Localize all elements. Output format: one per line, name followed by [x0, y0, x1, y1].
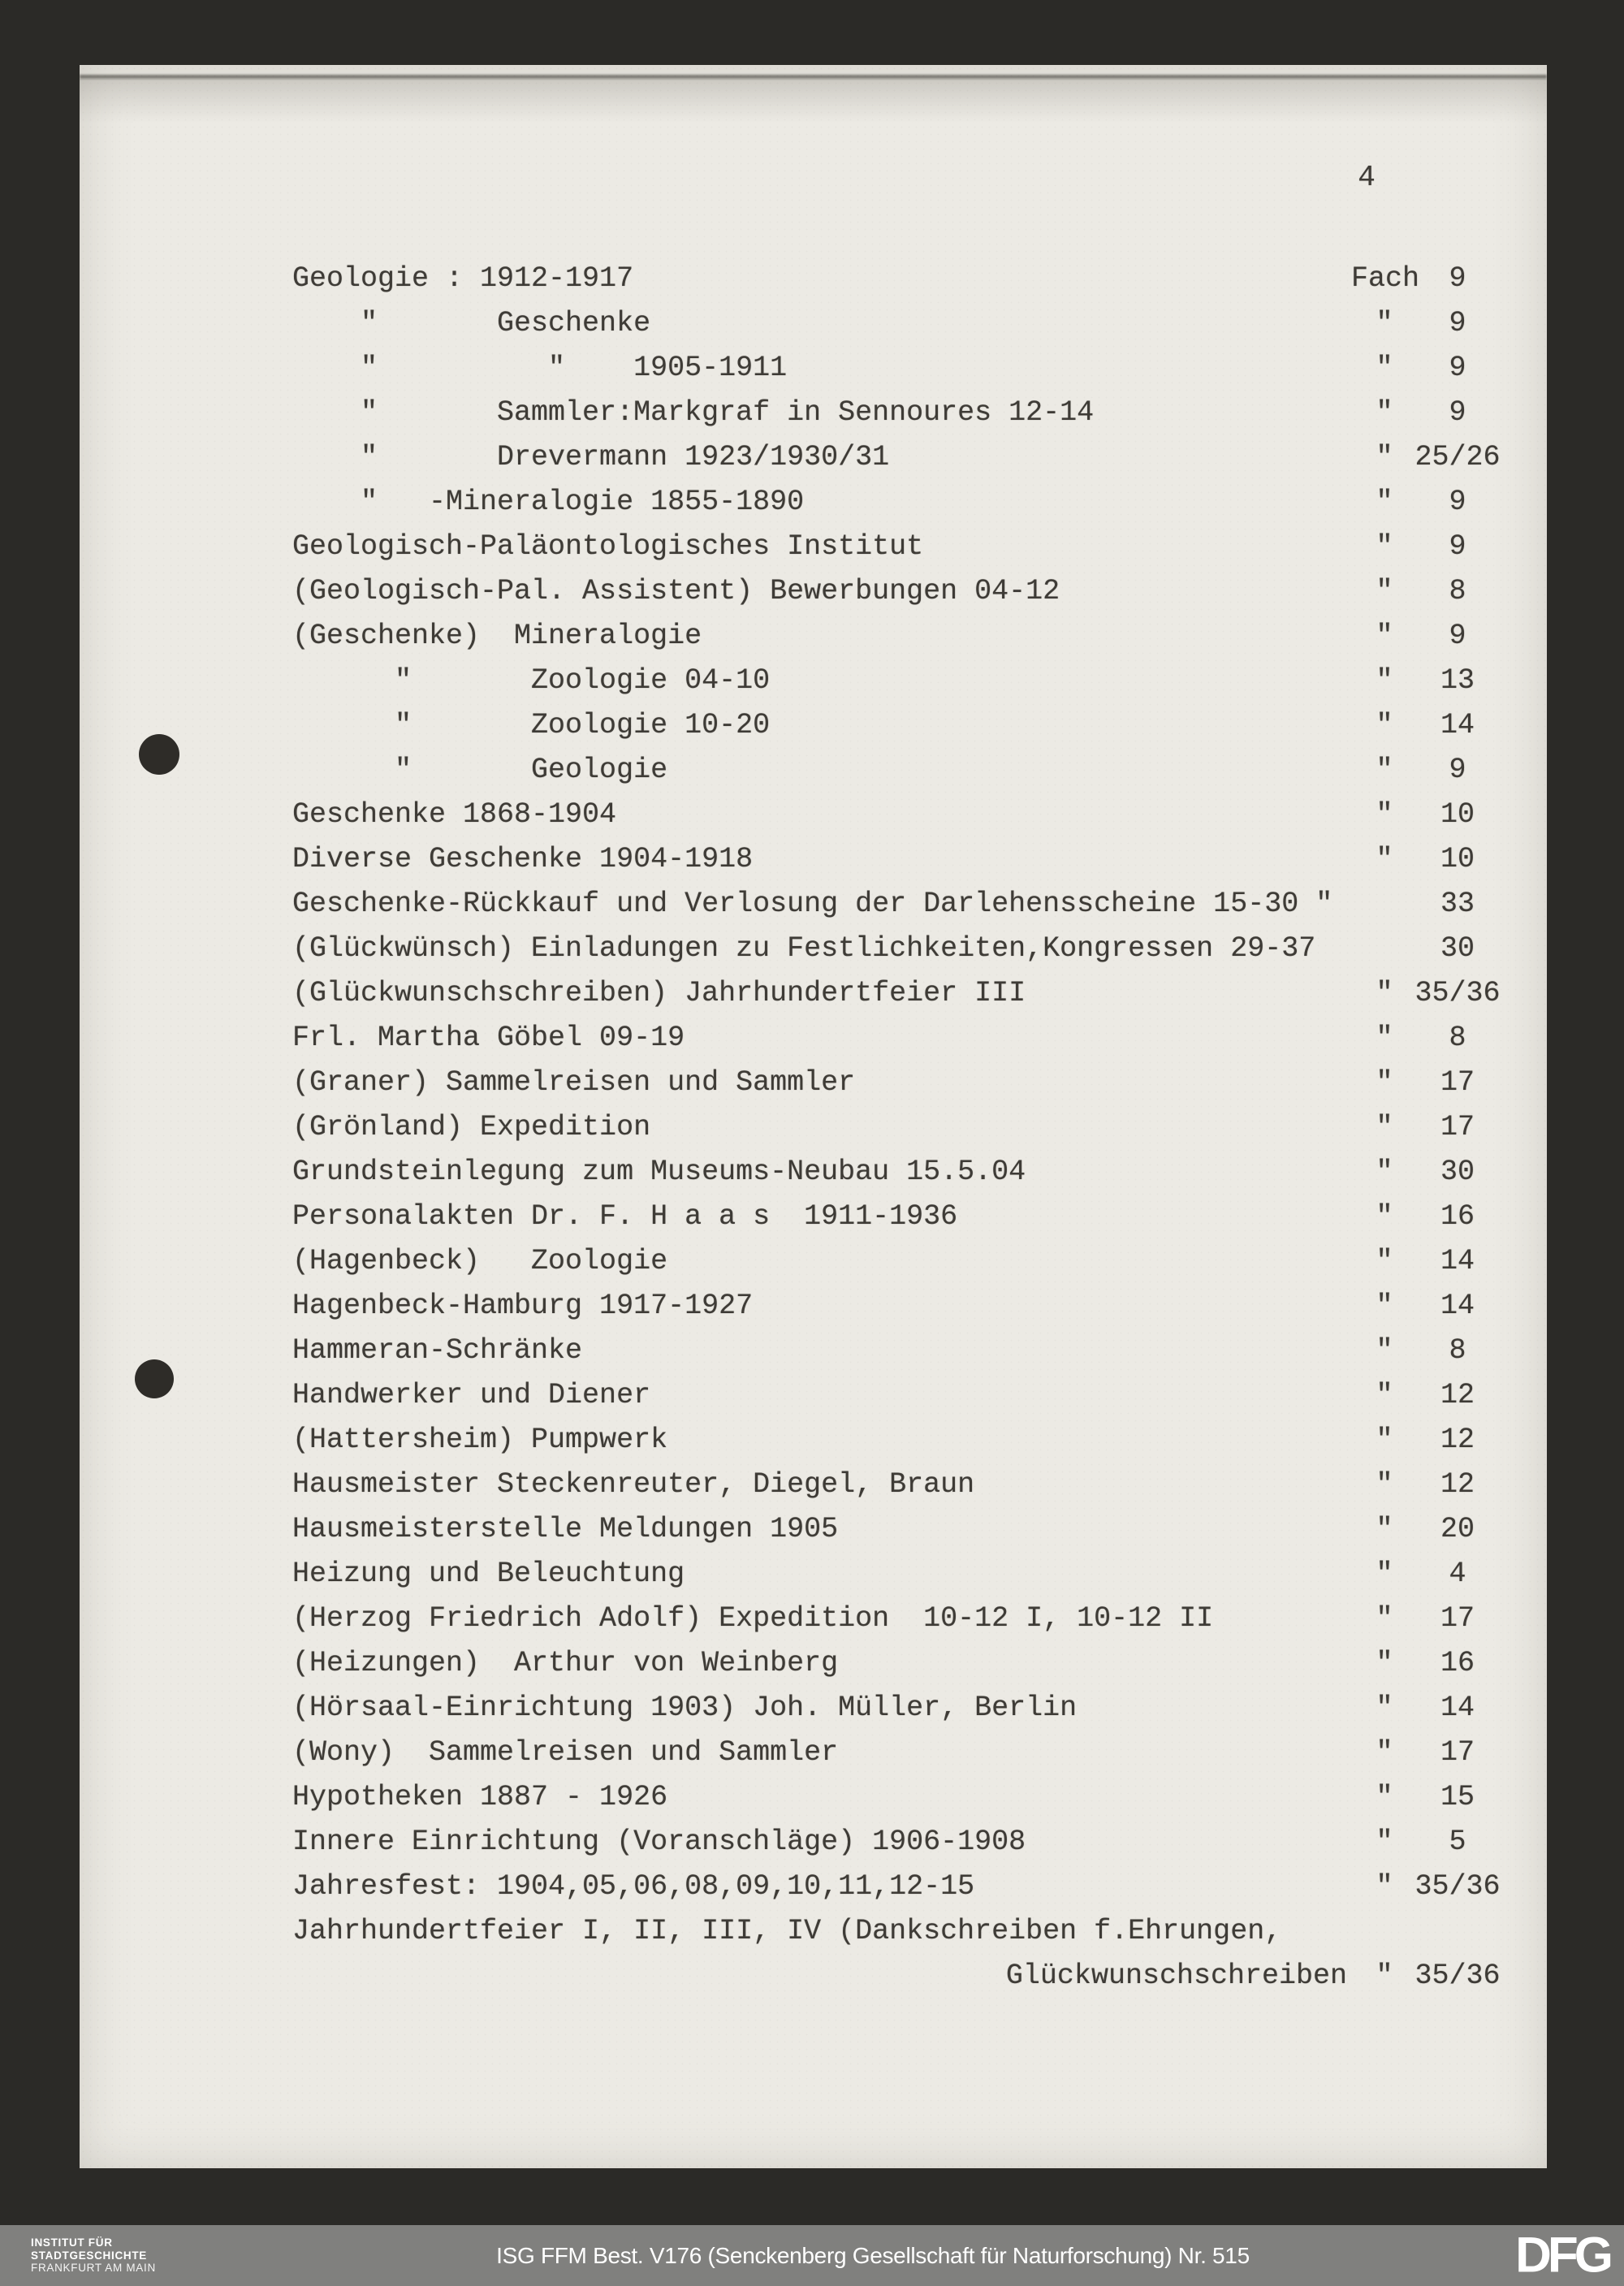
ditto-mark: " [1376, 352, 1393, 384]
fach-number: 30 [1440, 1156, 1475, 1188]
index-row [292, 391, 1510, 435]
entry-text: (Heizungen) Arthur von Weinberg [292, 1647, 839, 1679]
fach-number: 5 [1449, 1826, 1466, 1858]
punch-hole [135, 1359, 174, 1398]
index-row [292, 703, 1510, 748]
ditto-mark: " [1376, 1736, 1393, 1769]
index-row [292, 1195, 1510, 1239]
entry-text: (Graner) Sammelreisen und Sammler [292, 1066, 856, 1099]
ditto-mark: " [1376, 843, 1393, 875]
entry-text: Personalakten Dr. F. H a a s 1911-1936 [292, 1200, 958, 1233]
fach-number: 9 [1449, 620, 1466, 652]
fach-number: 8 [1449, 1022, 1466, 1054]
ditto-mark: " [1376, 1960, 1393, 1992]
ditto-mark: " [1376, 977, 1393, 1009]
index-row [292, 1820, 1510, 1865]
entry-text: " Geologie [292, 754, 668, 786]
fach-number: 15 [1440, 1781, 1475, 1813]
index-row [292, 1909, 1510, 1954]
entry-text: Jahresfest: 1904,05,06,08,09,10,11,12-15 [292, 1870, 975, 1903]
entry-text: Glückwunschschreiben [1005, 1960, 1364, 1992]
fach-number: 35/36 [1415, 1870, 1501, 1903]
ditto-mark: " [1376, 1022, 1393, 1054]
index-row [292, 882, 1510, 927]
index-row [292, 793, 1510, 837]
institute-logo-text [31, 2236, 274, 2275]
entry-text: " Zoologie 04-10 [292, 664, 771, 697]
index-row [292, 1016, 1510, 1061]
fach-number: 17 [1440, 1602, 1475, 1635]
ditto-mark: " [1376, 1424, 1393, 1456]
entry-text: " Drevermann 1923/1930/31 [292, 441, 890, 473]
ditto-mark: " [1376, 1647, 1393, 1679]
fach-number: 33 [1440, 888, 1475, 920]
entry-text: Diverse Geschenke 1904-1918 [292, 843, 754, 875]
entry-text: " " 1905-1911 [292, 352, 788, 384]
index-row [292, 614, 1510, 659]
ditto-mark: " [1376, 798, 1393, 831]
fach-number: 14 [1440, 1245, 1475, 1277]
index-row [292, 346, 1510, 391]
footer-bar [0, 2225, 1624, 2286]
index-row [292, 1731, 1510, 1775]
index-row [292, 1552, 1510, 1597]
fach-number: 17 [1440, 1111, 1475, 1143]
punch-hole [139, 734, 179, 775]
fach-number: 8 [1449, 1334, 1466, 1367]
ditto-mark: " [1376, 1066, 1393, 1099]
fach-number: 10 [1440, 798, 1475, 831]
ditto-mark: " [1376, 1513, 1393, 1545]
ditto-mark: " [1376, 1111, 1393, 1143]
entry-text: (Geschenke) Mineralogie [292, 620, 702, 652]
ditto-mark: " [1376, 709, 1393, 741]
ditto-mark: " [1376, 307, 1393, 339]
archive-caption: ISG FFM Best. V176 (Senckenberg Gesellschaft für Naturforschung) Nr. 515 [496, 2242, 1250, 2268]
index-row [292, 1463, 1510, 1507]
entry-text: " Zoologie 10-20 [292, 709, 771, 741]
ditto-mark [1364, 927, 1405, 971]
fach-number: 12 [1440, 1468, 1475, 1501]
index-row [292, 301, 1510, 346]
fach-number: 9 [1449, 352, 1466, 384]
ditto-mark: " [1376, 530, 1393, 563]
ditto-mark: Fach [1351, 262, 1420, 295]
ditto-mark: " [1376, 664, 1393, 697]
entry-text: Innere Einrichtung (Voranschläge) 1906-1908 [292, 1826, 1026, 1858]
index-row [292, 1105, 1510, 1150]
index-row [292, 1329, 1510, 1373]
entry-text: (Hattersheim) Pumpwerk [292, 1424, 668, 1456]
index-row [292, 1373, 1510, 1418]
index-row [292, 569, 1510, 614]
fach-number: 14 [1440, 1290, 1475, 1322]
fach-number: 14 [1440, 1692, 1475, 1724]
index-row [292, 1775, 1510, 1820]
institute-line2: STADTGESCHICHTE [31, 2249, 148, 2262]
fach-number: 9 [1449, 486, 1466, 518]
index-row [292, 1954, 1510, 1999]
entry-text: Hausmeisterstelle Meldungen 1905 [292, 1513, 839, 1545]
entry-text: " -Mineralogie 1855-1890 [292, 486, 805, 518]
fach-number: 30 [1440, 932, 1475, 965]
index-row [292, 525, 1510, 569]
institute-line3: FRANKFURT AM MAIN [31, 2262, 156, 2275]
index-row [292, 1061, 1510, 1105]
fach-number: 17 [1440, 1066, 1475, 1099]
institute-line1: INSTITUT FÜR [31, 2236, 113, 2249]
fach-number: 16 [1440, 1200, 1475, 1233]
index-row [292, 435, 1510, 480]
ditto-mark: " [1376, 1602, 1393, 1635]
entry-text: Geologie : 1912-1917 [292, 262, 634, 295]
entry-text: Geschenke 1868-1904 [292, 798, 617, 831]
entry-text: Frl. Martha Göbel 09-19 [292, 1022, 685, 1054]
index-row [292, 837, 1510, 882]
scanned-page [80, 65, 1547, 2168]
fach-number: 35/36 [1415, 1960, 1501, 1992]
entry-text: Geschenke-Rückkauf und Verlosung der Darlehensscheine 15-30 " [292, 888, 1333, 920]
ditto-mark: " [1376, 1290, 1393, 1322]
ditto-mark: " [1376, 1468, 1393, 1501]
ditto-mark: " [1376, 620, 1393, 652]
ditto-mark: " [1376, 1781, 1393, 1813]
index-row [292, 480, 1510, 525]
entry-text: (Herzog Friedrich Adolf) Expedition 10-12 I, 10-12 II [292, 1602, 1214, 1635]
fach-number: 9 [1449, 307, 1466, 339]
dfg-logo: DFG [1515, 2228, 1609, 2284]
index-row [292, 1284, 1510, 1329]
index-row [292, 971, 1510, 1016]
fach-number: 8 [1449, 575, 1466, 607]
fach-number [1405, 1909, 1510, 1954]
fach-number: 9 [1449, 262, 1466, 295]
fach-number: 4 [1449, 1558, 1466, 1590]
entry-text: " Sammler:Markgraf in Sennoures 12-14 [292, 396, 1095, 429]
fach-number: 25/26 [1415, 441, 1501, 473]
entry-text: Hausmeister Steckenreuter, Diegel, Braun [292, 1468, 975, 1501]
index-row [292, 1865, 1510, 1909]
entry-text: Jahrhundertfeier I, II, III, IV (Dankschreiben f.Ehrungen, [292, 1915, 1282, 1947]
ditto-mark: " [1376, 1379, 1393, 1411]
ditto-mark: " [1376, 1245, 1393, 1277]
entry-text: Handwerker und Diener [292, 1379, 651, 1411]
fach-number: 12 [1440, 1424, 1475, 1456]
fach-number: 14 [1440, 709, 1475, 741]
index-row [292, 1418, 1510, 1463]
ditto-mark: " [1376, 441, 1393, 473]
index-rows [292, 257, 1510, 1999]
ditto-mark: " [1376, 1156, 1393, 1188]
entry-text: (Hörsaal-Einrichtung 1903) Joh. Müller, Berlin [292, 1692, 1078, 1724]
ditto-mark: " [1376, 1870, 1393, 1903]
index-row [292, 1641, 1510, 1686]
index-row [292, 1239, 1510, 1284]
index-row [292, 257, 1510, 301]
ditto-mark: " [1376, 1558, 1393, 1590]
fach-number: 9 [1449, 754, 1466, 786]
fach-number: 16 [1440, 1647, 1475, 1679]
entry-text: Grundsteinlegung zum Museums-Neubau 15.5.04 [292, 1156, 1026, 1188]
entry-text: (Geologisch-Pal. Assistent) Bewerbungen 04-12 [292, 575, 1060, 607]
fach-number: 35/36 [1415, 977, 1501, 1009]
fach-number: 10 [1440, 843, 1475, 875]
ditto-mark: " [1376, 1200, 1393, 1233]
ditto-mark: " [1376, 575, 1393, 607]
entry-text: Hammeran-Schränke [292, 1334, 583, 1367]
ditto-mark: " [1376, 396, 1393, 429]
entry-text: Hypotheken 1887 - 1926 [292, 1781, 668, 1813]
index-row [292, 659, 1510, 703]
entry-text: Geologisch-Paläontologisches Institut [292, 530, 924, 563]
entry-text: (Wony) Sammelreisen und Sammler [292, 1736, 839, 1769]
index-row [292, 1150, 1510, 1195]
fach-number: 13 [1440, 664, 1475, 697]
scan-edge-shading [80, 79, 1547, 123]
ditto-mark: " [1376, 1334, 1393, 1367]
entry-text: (Grönland) Expedition [292, 1111, 651, 1143]
entry-text: (Glückwunschschreiben) Jahrhundertfeier III [292, 977, 1026, 1009]
fach-number: 9 [1449, 530, 1466, 563]
entry-text: " Geschenke [292, 307, 651, 339]
page-number: 4 [1358, 161, 1376, 194]
index-row [292, 1686, 1510, 1731]
fach-number: 20 [1440, 1513, 1475, 1545]
index-row [292, 927, 1510, 971]
ditto-mark: " [1376, 1826, 1393, 1858]
fach-number: 17 [1440, 1736, 1475, 1769]
ditto-mark: " [1376, 754, 1393, 786]
index-row [292, 748, 1510, 793]
ditto-mark: " [1376, 1692, 1393, 1724]
fach-number: 9 [1449, 396, 1466, 429]
entry-text: (Hagenbeck) Zoologie [292, 1245, 668, 1277]
index-row [292, 1507, 1510, 1552]
ditto-mark: " [1376, 486, 1393, 518]
ditto-mark [1364, 882, 1405, 927]
fach-number: 12 [1440, 1379, 1475, 1411]
entry-text: Hagenbeck-Hamburg 1917-1927 [292, 1290, 754, 1322]
entry-text: (Glückwünsch) Einladungen zu Festlichkeiten,Kongressen 29-37 [292, 932, 1316, 965]
entry-text: Heizung und Beleuchtung [292, 1558, 685, 1590]
index-row [292, 1597, 1510, 1641]
ditto-mark [1364, 1909, 1405, 1954]
